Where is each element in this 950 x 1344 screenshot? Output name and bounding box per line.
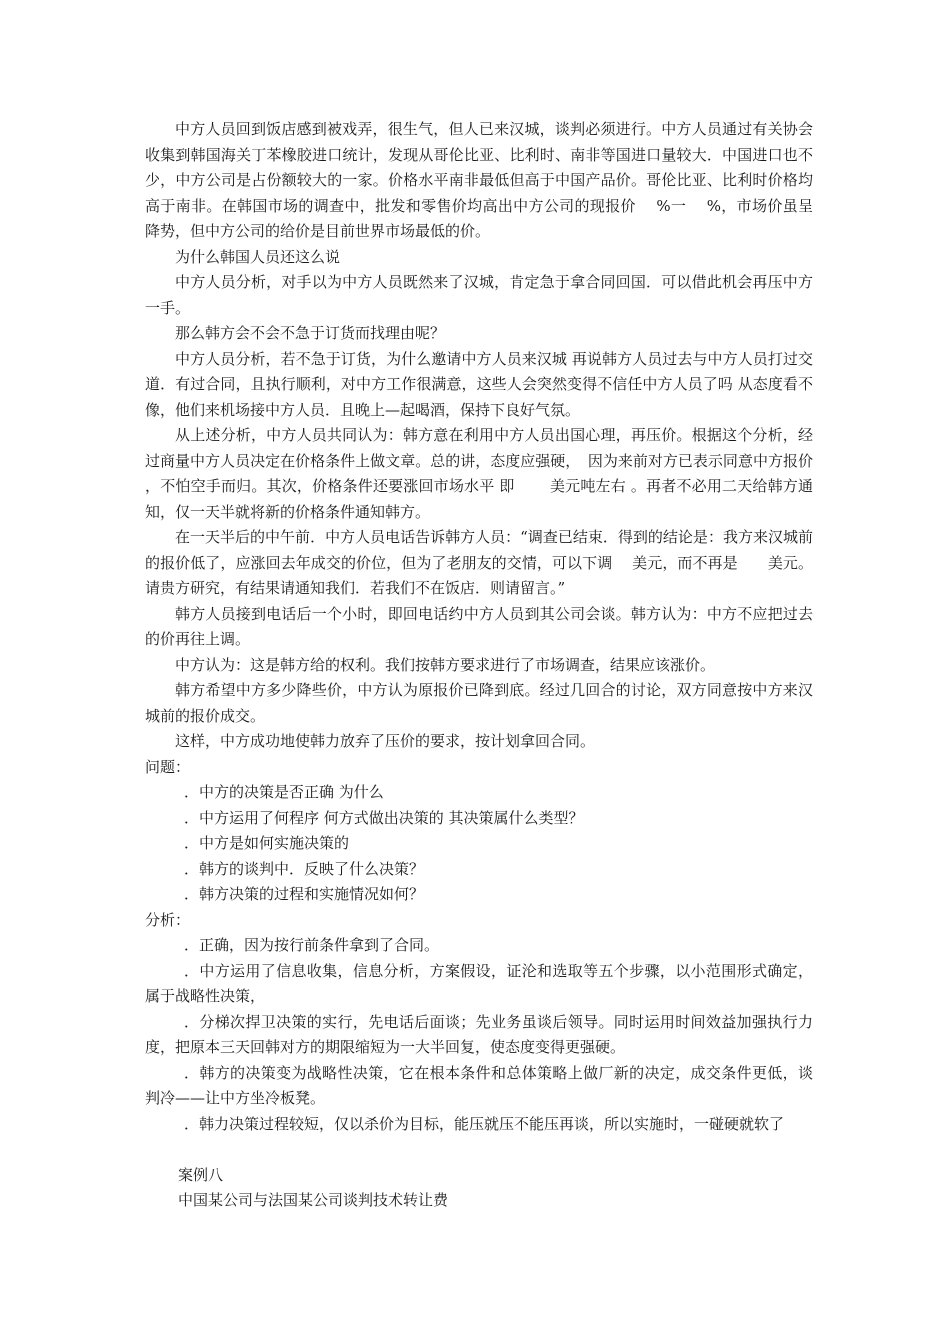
section-spacer (145, 1137, 813, 1163)
paragraph: 中方认为：这是韩方给的权利。我们按韩方要求进行了市场调查，结果应该涨价。 (175, 655, 716, 674)
paragraph: 韩方人员接到电话后一个小时，即回电话约中方人员到其公司会谈。韩方认为：中方不应把过去的价再往上调。 (145, 604, 813, 648)
paragraph: 为什么韩国人员还这么说 (175, 247, 341, 266)
paragraph: 从上述分析，中方人员共同认为：韩方意在利用中方人员出国心理，再压价。根据这个分析，经过商量中方人员决定在价格条件上做文章。总的讲，态度应强硬， 因为来前对方已表示同意中方报价 ，不怕空手而归。其次，价格条件还要涨回市场水平 即 美元吨左右 。再者不必用二天给韩方通知，仅一天半就将新的价格条件通知韩方。 (145, 426, 813, 521)
paragraph: 中方人员分析，若不急于订货，为什么邀请中方人员来汉城 再说韩方人员过去与中方人员打过交道．有过合同，且执行顺利，对中方工作很满意，这些人会突然变得不信任中方人员了吗 从态度看不像，他们来机场接中方人员．且晚上—起喝酒，保持下良好气氛。 (145, 349, 813, 419)
question-item: ．韩方决策的过程和实施情况如何？ (184, 885, 425, 903)
question-item: ．韩方的谈判中．反映了什么决策？ (184, 859, 425, 878)
paragraph: 中方人员回到饭店感到被戏弄，很生气，但人已来汉城，谈判必须进行。中方人员通过有关协会收集到韩国海关丁苯橡胶进口统计，发现从哥伦比亚、比利时、南非等国进口量较大．中国进口也不少，中方公司是占份额较大的一家。价格水平南非最低但高于中国产品价。哥伦比亚、比利时价格均高于南非。在韩国市场的调查中，批发和零售价均高出中方公司的现报价 %一 %，市场价虽呈降势，但中方公司的给价是目前世界市场最低的价。 (145, 120, 813, 240)
question-item: ．中方的决策是否正确 为什么 (184, 783, 384, 801)
document-body (145, 117, 813, 1214)
analysis-item: ．分梯次捍卫决策的实行，先电话后面谈；先业务虽谈后领导。同时运用时间效益加强执行力度，把原本三天回韩对方的期限缩短为一大半回复，使态度变得更强硬。 (145, 1012, 813, 1056)
case-label: 案例八 (178, 1165, 224, 1184)
analysis-item: ．中方运用了信息收集，信息分析，方案假设，证沦和选取等五个步骤，以小范围形式确定，属于战略性决策， (145, 961, 813, 1005)
paragraph: 在一天半后的中午前．中方人员电话告诉韩方人员：“调查已结束．得到的结论是：我方来汉城前的报价低了，应涨回去年成交的价位，但为了老朋友的交情，可以下调 美元，而不再是 美元。请贵方研究，有结果请通知我们．若我们不在饭店．则请留言。” (145, 528, 813, 597)
analysis-item: ．韩方的决策变为战略性决策，它在根本条件和总体策略上做厂新的决定，成交条件更低，谈判冷——让中方坐冷板凳。 (145, 1063, 813, 1107)
questions-heading: 问题： (145, 757, 191, 776)
paragraph: 这样，中方成功地使韩力放弃了压价的要求，按计划拿回合同。 (175, 732, 596, 750)
question-item: ．中方是如何实施决策的 (184, 834, 350, 852)
paragraph: 中方人员分析，对手以为中方人员既然来了汉城，肯定急于拿合同回国．可以借此机会再压中方一手。 (145, 273, 813, 317)
analysis-item: ．正确，因为按行前条件拿到了合同。 (184, 936, 440, 954)
analysis-heading: 分析： (145, 910, 191, 929)
question-item: ．中方运用了何程序 何方式做出决策的 其决策属什么类型？ (184, 808, 584, 827)
case-title: 中国某公司与法国某公司谈判技术转让费 (178, 1191, 449, 1209)
paragraph: 那么韩方会不会不急于订货而找理由呢？ (175, 324, 446, 342)
analysis-item: ．韩力决策过程较短，仅以杀价为目标，能压就压不能压再谈，所以实施时，一碰硬就软了 (184, 1114, 785, 1133)
paragraph: 韩方希望中方多少降些价，中方认为原报价已降到底。经过几回合的讨论，双方同意按中方来汉城前的报价成交。 (145, 681, 813, 725)
